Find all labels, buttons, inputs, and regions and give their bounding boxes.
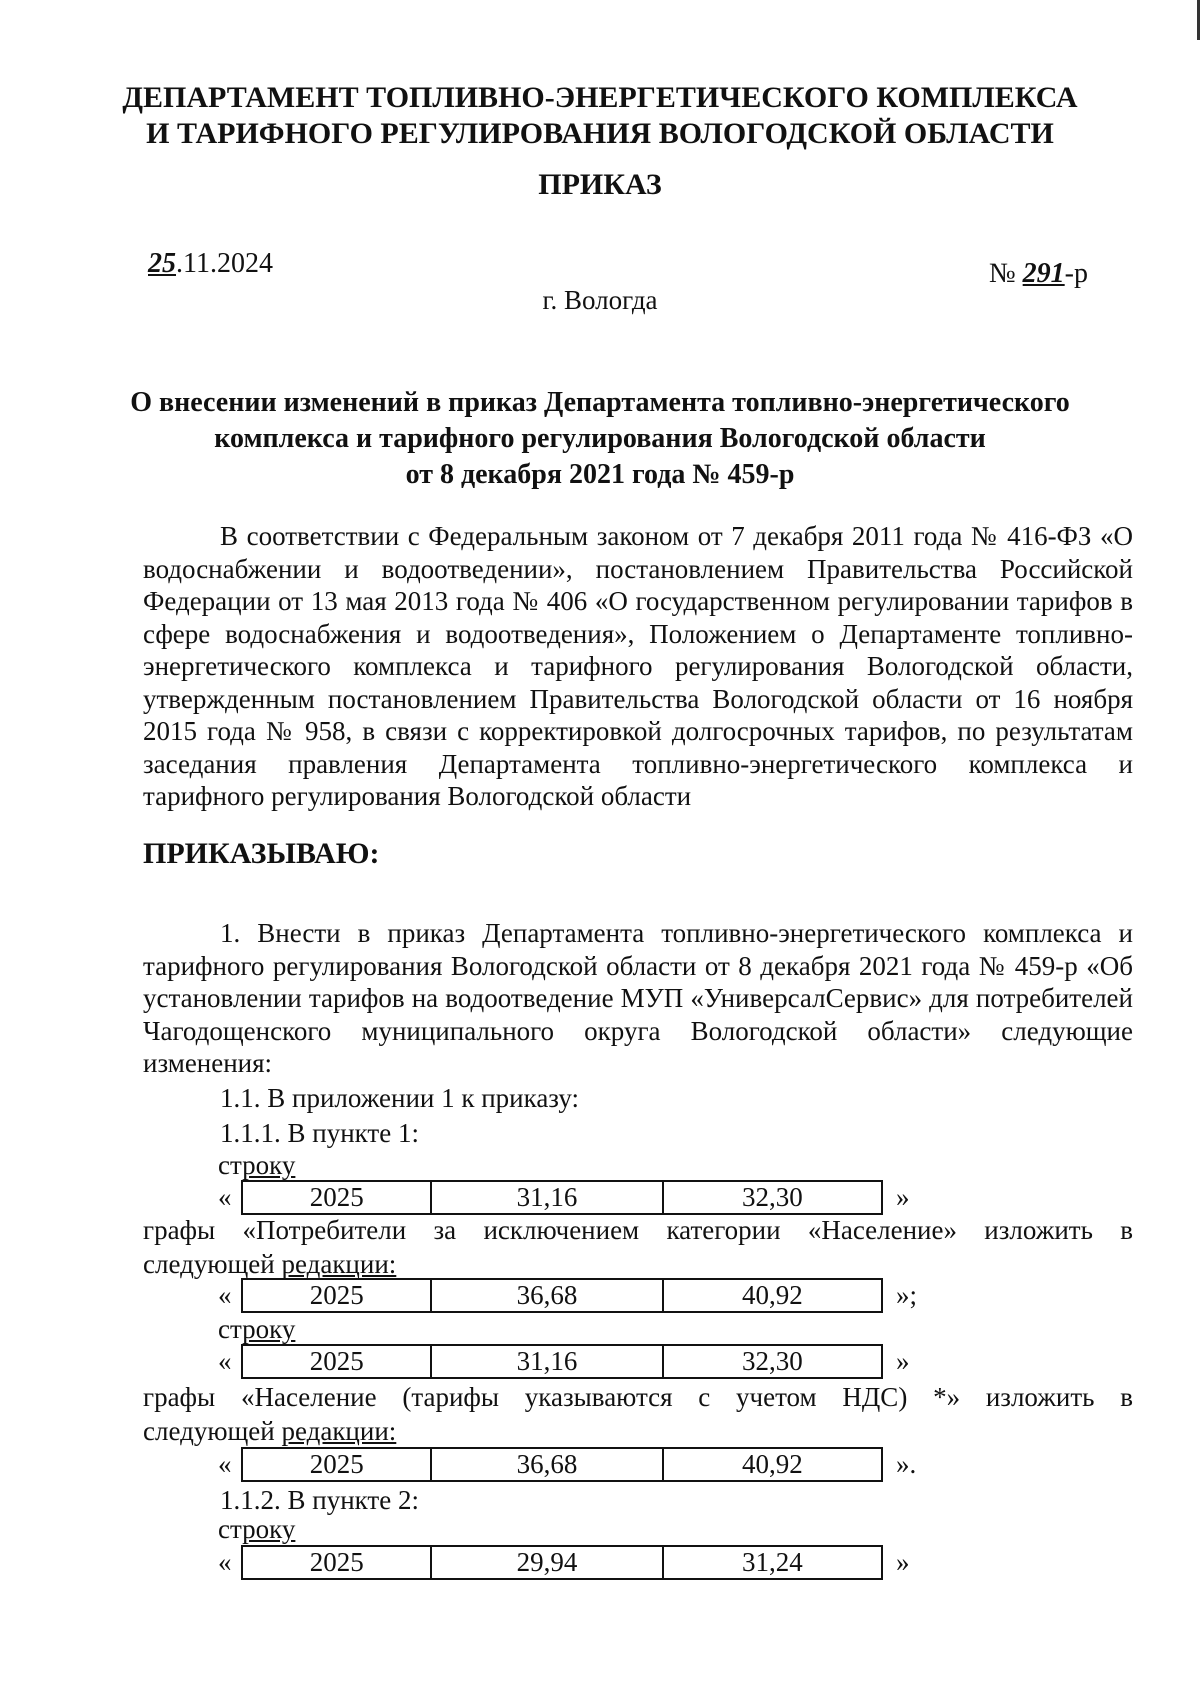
- department-header-line-1: ДЕПАРТАМЕНТ ТОПЛИВНО-ЭНЕРГЕТИЧЕСКОГО КОМПЛЕКСА: [122, 81, 1078, 114]
- handwritten-number: 291: [1022, 258, 1065, 289]
- cell-value-1: 36,68: [432, 1449, 663, 1480]
- cell-value-2: 40,92: [741, 1280, 803, 1310]
- cell-year: 2025: [243, 1182, 432, 1213]
- stroku-label-1: строку: [218, 1150, 296, 1180]
- subject-line-1: О внесении изменений в приказ Департамента топливно-энергетического: [130, 387, 1070, 418]
- subject-line-3: от 8 декабря 2021 года № 459-р: [405, 459, 795, 490]
- subject-line-2: комплекса и тарифного регулирования Вологодской области: [214, 423, 986, 454]
- handwritten-day: 25: [148, 248, 176, 279]
- tariff-table: [241, 1344, 883, 1379]
- table-row-old-3: « 2025 29,94 31,24 »: [218, 1545, 928, 1579]
- cell-value-1: 31,16: [432, 1346, 663, 1377]
- cell-year: 2025: [243, 1449, 432, 1480]
- graphs-1-line-2: следующей редакции:: [143, 1249, 397, 1279]
- item-1-1-2: 1.1.2. В пункте 2:: [220, 1485, 419, 1515]
- orders-word: ПРИКАЗЫВАЮ:: [143, 837, 380, 870]
- cell-year: 2025: [243, 1346, 432, 1377]
- stroku-label-3: строку: [218, 1514, 296, 1544]
- department-header: [0, 80, 1200, 152]
- table-row-new-2: « 2025 36,68 40,92 ».: [218, 1447, 928, 1481]
- cell-value-2: 31,24: [741, 1547, 803, 1577]
- number-suffix: -р: [1064, 258, 1088, 289]
- table-row-old-1: « 2025 31,16 32,30 »: [218, 1180, 928, 1214]
- cell-value-2: 32,30: [741, 1182, 803, 1212]
- cell-year: 2025: [243, 1280, 432, 1311]
- table-row-old-2: « 2025 31,16 32,30 »: [218, 1344, 928, 1378]
- tariff-table: [241, 1180, 883, 1215]
- department-header-line-2: И ТАРИФНОГО РЕГУЛИРОВАНИЯ ВОЛОГОДСКОЙ ОБЛАСТИ: [146, 117, 1054, 150]
- graphs-2-line-2: следующей редакции:: [143, 1416, 397, 1446]
- item-1-paragraph: 1. Внести в приказ Департамента топливно-энергетического комплекса и тарифного регулирования Вологодской области от 8 декабря 2021 года № 459-р «Об установлении тарифов на водоотведение МУП «УниверсалСервис» для потребителей Чагодощенского муниципального округа Вологодской области» следующие изменения:: [143, 918, 1133, 1078]
- date-rest: .11.2024: [176, 248, 273, 279]
- document-date: [148, 248, 273, 280]
- cell-value-1: 36,68: [432, 1280, 663, 1311]
- cell-value-2: 40,92: [741, 1449, 803, 1479]
- cell-value-2: 32,30: [741, 1346, 803, 1376]
- preamble-paragraph: В соответствии с Федеральным законом от 7 декабря 2011 года № 416-ФЗ «О водоснабжении и водоотведении», постановлением Правительства Российской Федерации от 13 мая 2013 года № 406 «О государственном регулировании тарифов в сфере водоснабжения и водоотведения», Положением о Департаменте топливно-энергетического комплекса и тарифного регулирования Вологодской области, утвержденным постановлением Правительства Вологодской области от 16 ноября 2015 года № 958, в связи с корректировкой долгосрочных тарифов, по результатам заседания правления Департамента топливно-энергетического комплекса и тарифного регулирования Вологодской области: [143, 521, 1133, 811]
- tariff-table: [241, 1278, 883, 1313]
- cell-year: 2025: [243, 1547, 432, 1578]
- graphs-2-line: графы «Население (тарифы указываются с учетом НДС) *» изложить в: [143, 1382, 1133, 1412]
- tariff-table: [241, 1545, 883, 1580]
- item-1-1-1: 1.1.1. В пункте 1:: [220, 1118, 419, 1148]
- cell-value-1: 31,16: [432, 1182, 663, 1213]
- document-title: ПРИКАЗ: [538, 168, 662, 201]
- number-prefix: №: [988, 258, 1023, 289]
- city-line: г. Вологда: [542, 285, 658, 315]
- stroku-label-2: строку: [218, 1314, 296, 1344]
- tariff-table: [241, 1447, 883, 1482]
- item-1-1: 1.1. В приложении 1 к приказу:: [220, 1083, 580, 1113]
- order-subject: [0, 385, 1200, 493]
- graphs-1-line: графы «Потребители за исключением категории «Население» изложить в: [143, 1215, 1133, 1245]
- table-row-new-1: « 2025 36,68 40,92 »;: [218, 1278, 928, 1312]
- cell-value-1: 29,94: [432, 1547, 663, 1578]
